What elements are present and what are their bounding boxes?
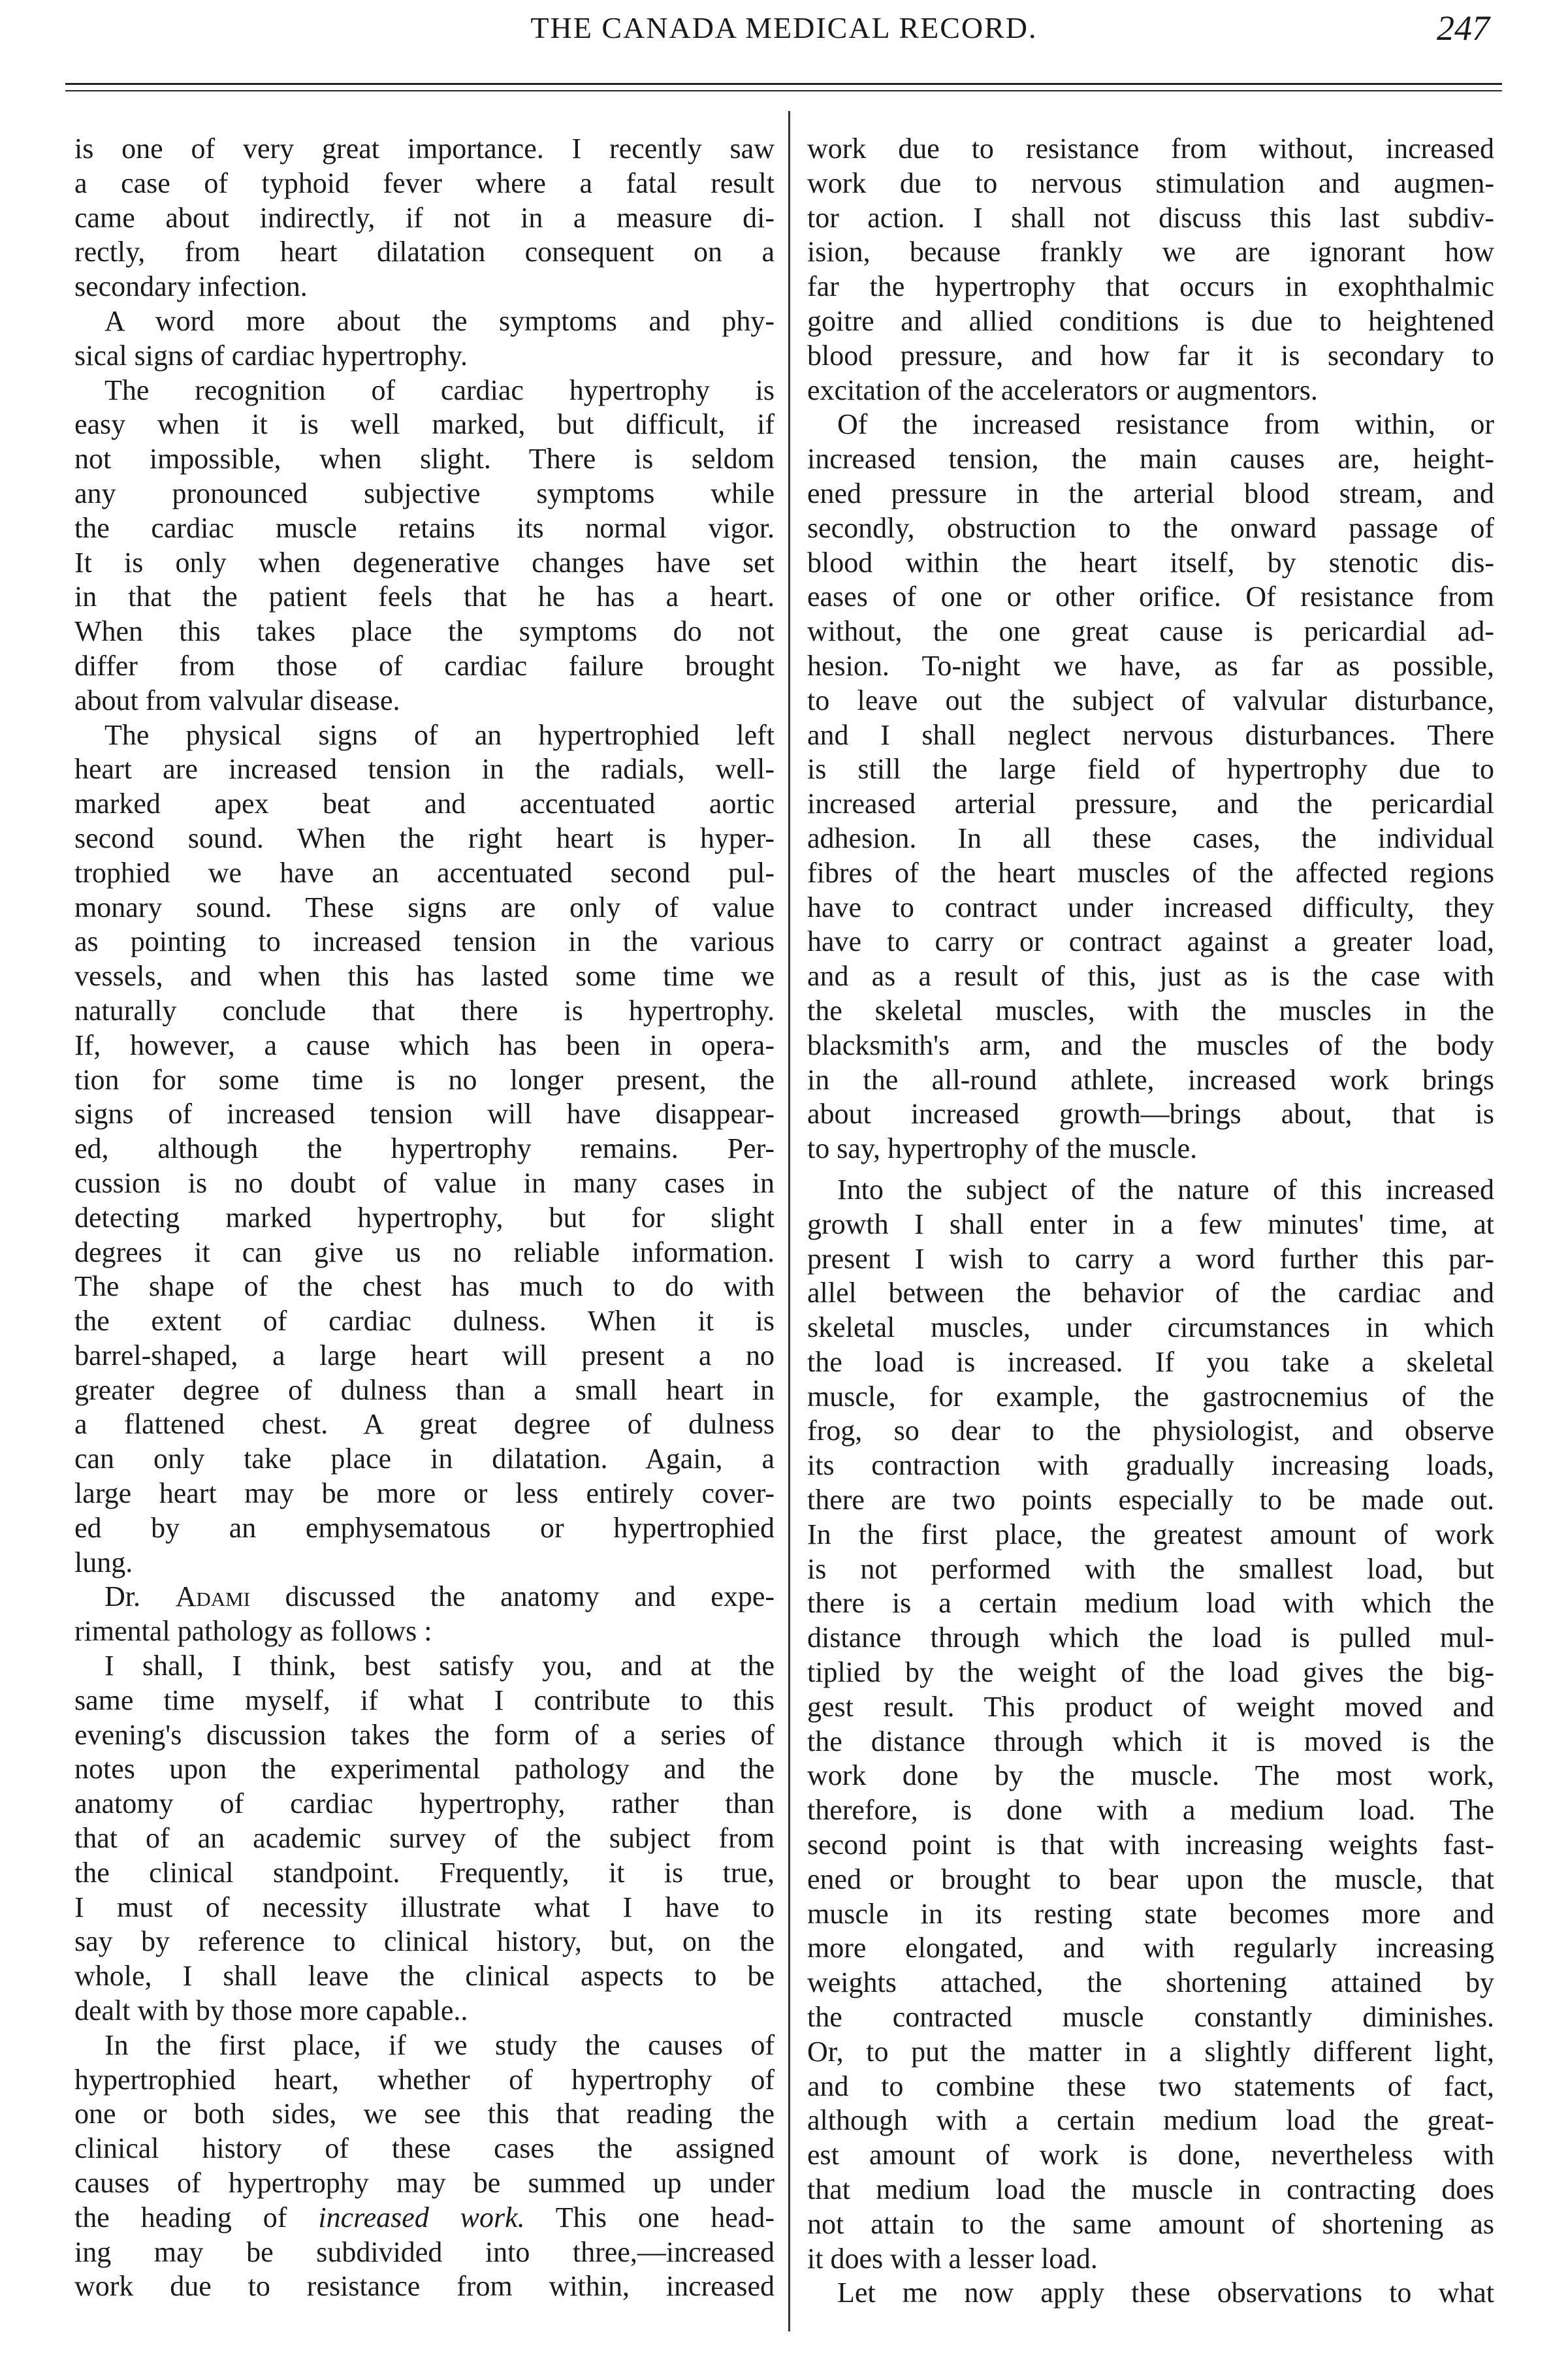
text-line: greater degree of dulness than a small heart in <box>74 1373 775 1406</box>
text-line: ision, because frankly we are ignorant how <box>807 236 1494 268</box>
text-line: degrees it can give us no reliable information. <box>74 1236 775 1268</box>
text-line: est amount of work is done, nevertheless with <box>807 2139 1494 2171</box>
text-line: its contraction with gradually increasing loads, <box>807 1449 1494 1482</box>
running-title: THE CANADA MEDICAL RECORD. <box>530 11 1038 44</box>
text-line: distance through which the load is pulled mul- <box>807 1622 1494 1654</box>
text-line: the load is increased. If you take a skeletal <box>807 1345 1494 1378</box>
right-column <box>807 132 1494 2311</box>
text-line: If, however, a cause which has been in opera- <box>74 1029 775 1061</box>
text-line: and as a result of this, just as is the case with <box>807 960 1494 993</box>
text-line: vessels, and when this has lasted some time we <box>74 960 775 993</box>
text-line: excitation of the accelerators or augmentors. <box>807 374 1318 406</box>
text-line: is one of very great importance. I recently saw <box>74 133 775 165</box>
header-rule-bottom <box>65 90 1502 91</box>
text-line: blood pressure, and how far it is secondary to <box>807 339 1494 372</box>
text-line: the contracted muscle constantly diminishes. <box>807 2001 1494 2034</box>
text-line: goitre and allied conditions is due to heightened <box>807 304 1494 337</box>
text-line: is not performed with the smallest load, but <box>807 1552 1494 1585</box>
text-line: more elongated, and with regularly increasing <box>807 1932 1494 1964</box>
text-line: whole, I shall leave the clinical aspects to be <box>74 1960 775 1993</box>
text-line: not attain to the same amount of shortening as <box>807 2207 1494 2240</box>
text-line <box>74 2201 775 2235</box>
text-line: lung. <box>74 1546 133 1578</box>
text-line: causes of hypertrophy may be summed up under <box>74 2167 775 2200</box>
page-number: 247 <box>1437 8 1490 48</box>
text-line: increased tension, the main causes are, height- <box>807 443 1494 475</box>
text-line: increased arterial pressure, and the pericardial <box>807 788 1494 820</box>
text-line: large heart may be more or less entirely cover- <box>74 1477 775 1510</box>
text-line: blacksmith's arm, and the muscles of the body <box>807 1029 1494 1061</box>
text-line: naturally conclude that there is hypertrophy. <box>74 994 775 1027</box>
text-line: secondary infection. <box>74 270 308 303</box>
text-line: work due to nervous stimulation and augmen- <box>807 167 1494 199</box>
header-rule-top <box>65 83 1502 85</box>
text-line: ened pressure in the arterial blood stream, and <box>807 477 1494 509</box>
text-line: Or, to put the matter in a slightly different light, <box>807 2035 1494 2068</box>
text-line: eases of one or other orifice. Of resistance from <box>807 581 1494 613</box>
text-line: easy when it is well marked, but difficult, if <box>74 408 775 441</box>
text-line: work due to resistance from within, increased <box>74 2270 775 2303</box>
text-line: tion for some time is no longer present, the <box>74 1063 775 1096</box>
text-line: growth I shall enter in a few minutes' time, at <box>807 1208 1494 1240</box>
text-line: cussion is no doubt of value in many cases in <box>74 1166 775 1199</box>
text-line: sical signs of cardiac hypertrophy. <box>74 339 468 372</box>
text-line: that medium load the muscle in contracting does <box>807 2173 1494 2206</box>
text-line: The physical signs of an hypertrophied left <box>104 718 775 751</box>
text-line: Of the increased resistance from within, or <box>837 408 1494 441</box>
text-line: detecting marked hypertrophy, but for slight <box>74 1201 775 1234</box>
text-line: there are two points especially to be made out. <box>807 1484 1494 1516</box>
text-line: second sound. When the right heart is hyper- <box>74 822 775 854</box>
text-line: Into the subject of the nature of this increased <box>837 1173 1494 1206</box>
text-line: work done by the muscle. The most work, <box>807 1759 1494 1792</box>
text-line: adhesion. In all these cases, the individual <box>807 822 1494 854</box>
text-line: frog, so dear to the physiologist, and observe <box>807 1415 1494 1447</box>
text-line: in the all-round athlete, increased work brings <box>807 1063 1494 1096</box>
text-line: to leave out the subject of valvular disturbance, <box>807 684 1494 716</box>
text-line: not impossible, when slight. There is seldom <box>74 443 775 475</box>
text-line: weights attached, the shortening attained by <box>807 1966 1494 1999</box>
text-line: hypertrophied heart, whether of hypertrophy of <box>74 2063 775 2096</box>
text-line <box>74 1580 775 1614</box>
text-line: second point is that with increasing weights fast- <box>807 1829 1494 1861</box>
text-line: I must of necessity illustrate what I have to <box>74 1891 775 1923</box>
text-line: A word more about the symptoms and phy- <box>104 304 775 337</box>
text-line: have to contract under increased difficulty, they <box>807 891 1494 923</box>
text-line: dealt with by those more capable.. <box>74 1994 468 2027</box>
text-line: secondly, obstruction to the onward passage of <box>807 511 1494 544</box>
text-line: a case of typhoid fever where a fatal result <box>74 167 775 199</box>
text-line: clinical history of these cases the assigned <box>74 2132 775 2165</box>
text-line: In the first place, if we study the causes of <box>104 2028 775 2061</box>
text-line: hesion. To-night we have, as far as possible, <box>807 649 1494 682</box>
text-line: work due to resistance from without, increased <box>807 133 1494 165</box>
text-line: say by reference to clinical history, but, on the <box>74 1925 775 1958</box>
text-line: therefore, is done with a medium load. The <box>807 1794 1494 1827</box>
text-line: signs of increased tension will have disappear- <box>74 1098 775 1130</box>
text-segment: This one head- <box>524 2201 775 2233</box>
text-line: gest result. This product of weight moved and <box>807 1690 1494 1723</box>
text-line: rectly, from heart dilatation consequent on a <box>74 236 775 268</box>
text-segment: the heading of <box>74 2201 319 2233</box>
text-line: heart are increased tension in the radials, well- <box>74 753 775 786</box>
text-line: about from valvular disease. <box>74 684 400 716</box>
text-line: although with a certain medium load the great- <box>807 2104 1494 2137</box>
text-line: I shall, I think, best satisfy you, and at the <box>104 1650 775 1682</box>
text-line: present I wish to carry a word further this par- <box>807 1242 1494 1275</box>
text-line: Let me now apply these observations to what <box>837 2277 1494 2309</box>
text-line: without, the one great cause is pericardial ad- <box>807 615 1494 648</box>
text-line: monary sound. These signs are only of value <box>74 891 775 923</box>
text-line: have to carry or contract against a greater load, <box>807 925 1494 958</box>
text-line: the skeletal muscles, with the muscles in the <box>807 994 1494 1027</box>
text-line: evening's discussion takes the form of a series of <box>74 1718 775 1751</box>
text-line: any pronounced subjective symptoms while <box>74 477 775 509</box>
text-segment: discussed the anatomy and expe- <box>250 1580 775 1613</box>
text-line: muscle in its resting state becomes more and <box>807 1897 1494 1930</box>
left-column <box>74 132 775 2304</box>
text-line: far the hypertrophy that occurs in exophthalmic <box>807 270 1494 303</box>
text-line: allel between the behavior of the cardiac and <box>807 1277 1494 1309</box>
text-line: came about indirectly, if not in a measure di- <box>74 201 775 234</box>
text-line: The recognition of cardiac hypertrophy is <box>104 374 775 406</box>
text-line: anatomy of cardiac hypertrophy, rather than <box>74 1787 775 1820</box>
text-line: a flattened chest. A great degree of dulness <box>74 1408 775 1441</box>
text-line: ed by an emphysematous or hypertrophied <box>74 1511 775 1544</box>
text-line: one or both sides, we see this that reading the <box>74 2098 775 2130</box>
text-line: In the first place, the greatest amount of work <box>807 1518 1494 1550</box>
speaker-name: Adami <box>175 1580 251 1613</box>
text-line: rimental pathology as follows : <box>74 1615 432 1648</box>
text-line: the clinical standpoint. Frequently, it is true, <box>74 1856 775 1889</box>
text-line: the extent of cardiac dulness. When it is <box>74 1305 775 1337</box>
text-line: barrel-shaped, a large heart will present a no <box>74 1339 775 1371</box>
text-line: there is a certain medium load with which the <box>807 1587 1494 1620</box>
column-divider <box>788 111 790 2331</box>
text-line: it does with a lesser load. <box>807 2242 1098 2275</box>
text-line: and I shall neglect nervous disturbances. There <box>807 718 1494 751</box>
italic-text: increased work. <box>318 2201 525 2233</box>
page-header <box>0 5 1568 57</box>
text-line: marked apex beat and accentuated aortic <box>74 788 775 820</box>
text-line: fibres of the heart muscles of the affected regions <box>807 856 1494 889</box>
text-line: blood within the heart itself, by stenotic dis- <box>807 546 1494 579</box>
text-line: can only take place in dilatation. Again, a <box>74 1443 775 1475</box>
text-line: about increased growth—brings about, that is <box>807 1098 1494 1130</box>
text-line: It is only when degenerative changes have set <box>74 546 775 579</box>
text-line: to say, hypertrophy of the muscle. <box>807 1132 1198 1165</box>
text-line: in that the patient feels that he has a heart. <box>74 581 775 613</box>
text-line: as pointing to increased tension in the various <box>74 925 775 958</box>
text-line: When this takes place the symptoms do not <box>74 615 775 648</box>
text-line: is still the large field of hypertrophy due to <box>807 753 1494 786</box>
text-line: trophied we have an accentuated second pul- <box>74 856 775 889</box>
text-line: ed, although the hypertrophy remains. Per- <box>74 1132 775 1165</box>
text-line: notes upon the experimental pathology and the <box>74 1753 775 1785</box>
text-line: and to combine these two statements of fact, <box>807 2070 1494 2102</box>
text-line: the cardiac muscle retains its normal vigor. <box>74 511 775 544</box>
text-line: same time myself, if what I contribute to this <box>74 1684 775 1716</box>
text-line: ened or brought to bear upon the muscle, that <box>807 1863 1494 1895</box>
text-line: muscle, for example, the gastrocnemius of the <box>807 1380 1494 1413</box>
text-line: skeletal muscles, under circumstances in which <box>807 1311 1494 1344</box>
text-line: ing may be subdivided into three,—increased <box>74 2235 775 2268</box>
text-line: that of an academic survey of the subject from <box>74 1822 775 1855</box>
text-line: differ from those of cardiac failure brought <box>74 649 775 682</box>
text-segment: Dr. <box>104 1580 176 1613</box>
text-line: tiplied by the weight of the load gives the big- <box>807 1656 1494 1689</box>
text-line: the distance through which it is moved is the <box>807 1725 1494 1757</box>
text-line: The shape of the chest has much to do with <box>74 1270 775 1303</box>
text-line: tor action. I shall not discuss this last subdiv- <box>807 201 1494 234</box>
